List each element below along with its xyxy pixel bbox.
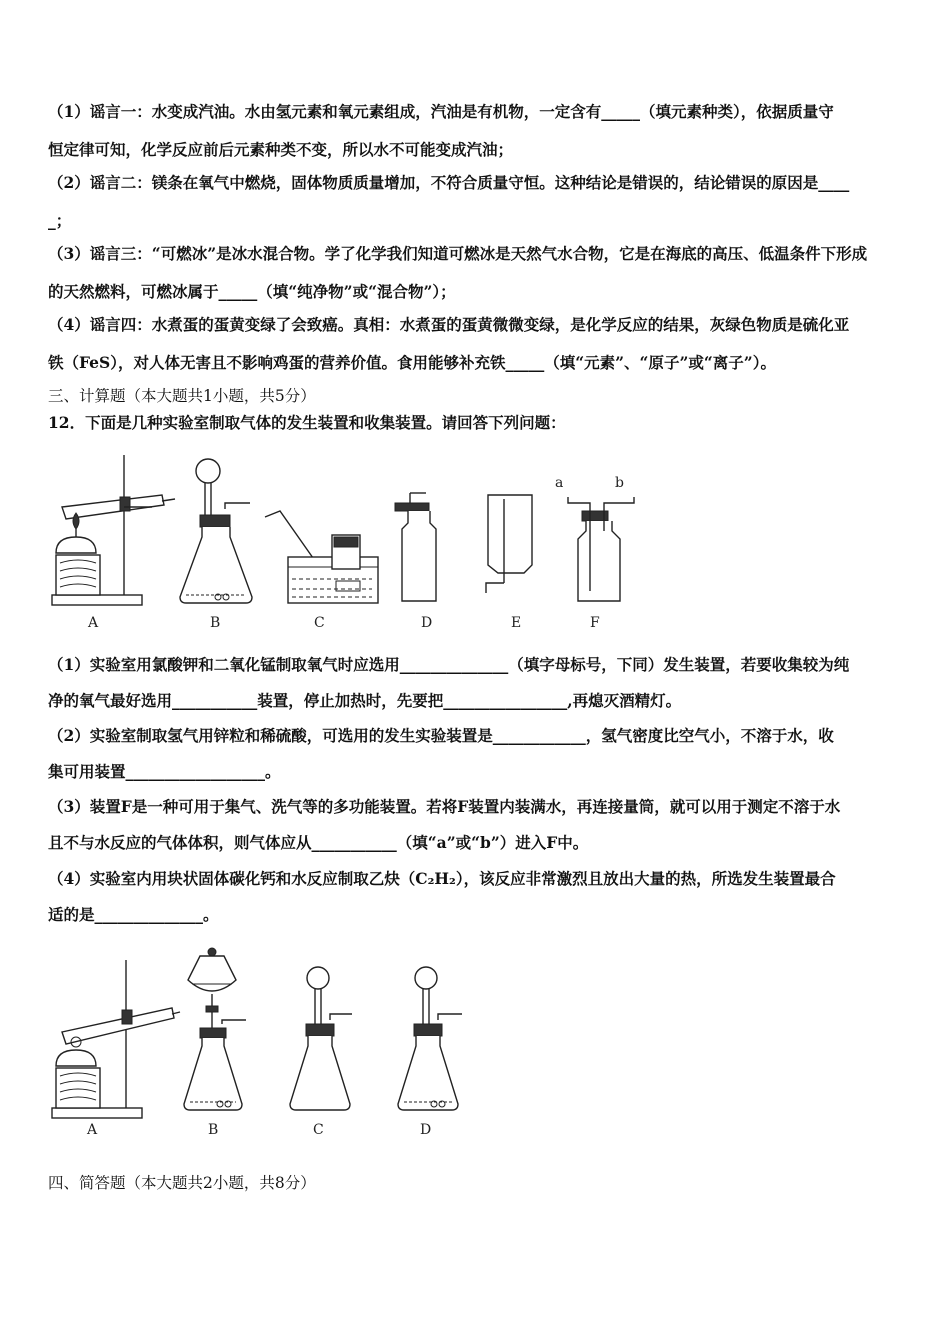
section-3-title: 三、计算题（本大题共1小题，共5分）: [48, 387, 316, 405]
q12-s1-line1: （1）实验室用氯酸钾和二氧化锰制取氧气时应选用______________（填字母标号，下同）发生装置，若要收集较为纯: [48, 655, 850, 674]
fig1-label-b: B: [210, 615, 221, 631]
q11-p2-line2: _；: [48, 211, 72, 230]
apparatus-c-trough: [265, 511, 378, 603]
q12-s4-line1: （4）实验室内用块状固体碳化钙和水反应制取乙炔（C₂H₂），该反应非常激烈且放出大量的热，所选发生装置最合: [48, 869, 836, 888]
fig1-label-e: E: [511, 615, 522, 631]
apparatus2-a-heating: [52, 960, 180, 1118]
tube-label-a: a: [555, 475, 564, 491]
q12-s3-line1: （3）装置F是一种可用于集气、洗气等的多功能装置。若将F装置内装满水，再连接量筒，就可以用于测定不溶于水: [48, 797, 841, 816]
q11-p4-line2: 铁（FeS），对人体无害且不影响鸡蛋的营养价值。食用能够补充铁_____（填“元素”、“原子”或“离子”）。: [48, 353, 776, 372]
q11-p3-line2: 的天然燃料，可燃冰属于_____（填“纯净物”或“混合物”）；: [48, 282, 456, 301]
apparatus2-d-flask: [398, 967, 462, 1110]
q12-s2-line1: （2）实验室制取氢气用锌粒和稀硫酸，可选用的发生实验装置是____________，氢气密度比空气小，不溶于水，收: [48, 726, 834, 745]
apparatus-f-bottle: [555, 475, 634, 601]
q11-p2-line1: （2）谣言二：镁条在氧气中燃烧，固体物质质量增加，不符合质量守恒。这种结论是错误的，结论错误的原因是____: [48, 173, 850, 192]
apparatus2-b-separatory-funnel: [184, 948, 246, 1110]
apparatus-figure-1: [40, 445, 660, 635]
fig2-label-c: C: [313, 1122, 324, 1138]
q11-p1-line1: （1）谣言一：水变成汽油。水由氢元素和氧元素组成，汽油是有机物，一定含有_____（填元素种类），依据质量守: [48, 102, 834, 121]
fig1-label-d: D: [421, 615, 433, 631]
apparatus2-c-flask: [290, 967, 352, 1110]
q12-stem: 12．下面是几种实验室制取气体的发生装置和收集装置。请回答下列问题：: [48, 413, 566, 432]
q12-s4-line2: 适的是______________。: [48, 905, 219, 924]
fig1-label-a: A: [88, 615, 99, 631]
tube-label-b: b: [615, 475, 624, 491]
fig1-label-f: F: [590, 615, 600, 631]
apparatus-figure-2: [40, 940, 500, 1140]
q12-s1-line2: 净的氧气最好选用___________装置，停止加热时，先要把________________,再熄灭酒精灯。: [48, 691, 682, 710]
fig2-label-b: B: [208, 1122, 219, 1138]
section-4-title: 四、简答题（本大题共2小题，共8分）: [48, 1174, 316, 1192]
q11-p4-line1: （4）谣言四：水煮蛋的蛋黄变绿了会致癌。真相：水煮蛋的蛋黄微微变绿，是化学反应的结果，灰绿色物质是硫化亚: [48, 315, 850, 334]
apparatus-e-inverted: [486, 495, 532, 593]
apparatus-b-flask: [180, 459, 252, 603]
q11-p3-line1: （3）谣言三：“可燃冰”是冰水混合物。学了化学我们知道可燃冰是天然气水合物，它是在海底的高压、低温条件下形成: [48, 244, 868, 263]
fig2-label-d: D: [420, 1122, 432, 1138]
fig1-label-c: C: [314, 615, 325, 631]
q11-p1-line2: 恒定律可知，化学反应前后元素种类不变，所以水不可能变成汽油；: [48, 140, 514, 159]
apparatus-a-heating: [52, 455, 175, 605]
fig2-label-a: A: [87, 1122, 98, 1138]
q12-s3-line2: 且不与水反应的气体体积，则气体应从___________（填“a”或“b”）进入F中。: [48, 833, 589, 852]
q12-s2-line2: 集可用装置__________________。: [48, 762, 281, 781]
apparatus-d-bottle: [395, 493, 436, 601]
